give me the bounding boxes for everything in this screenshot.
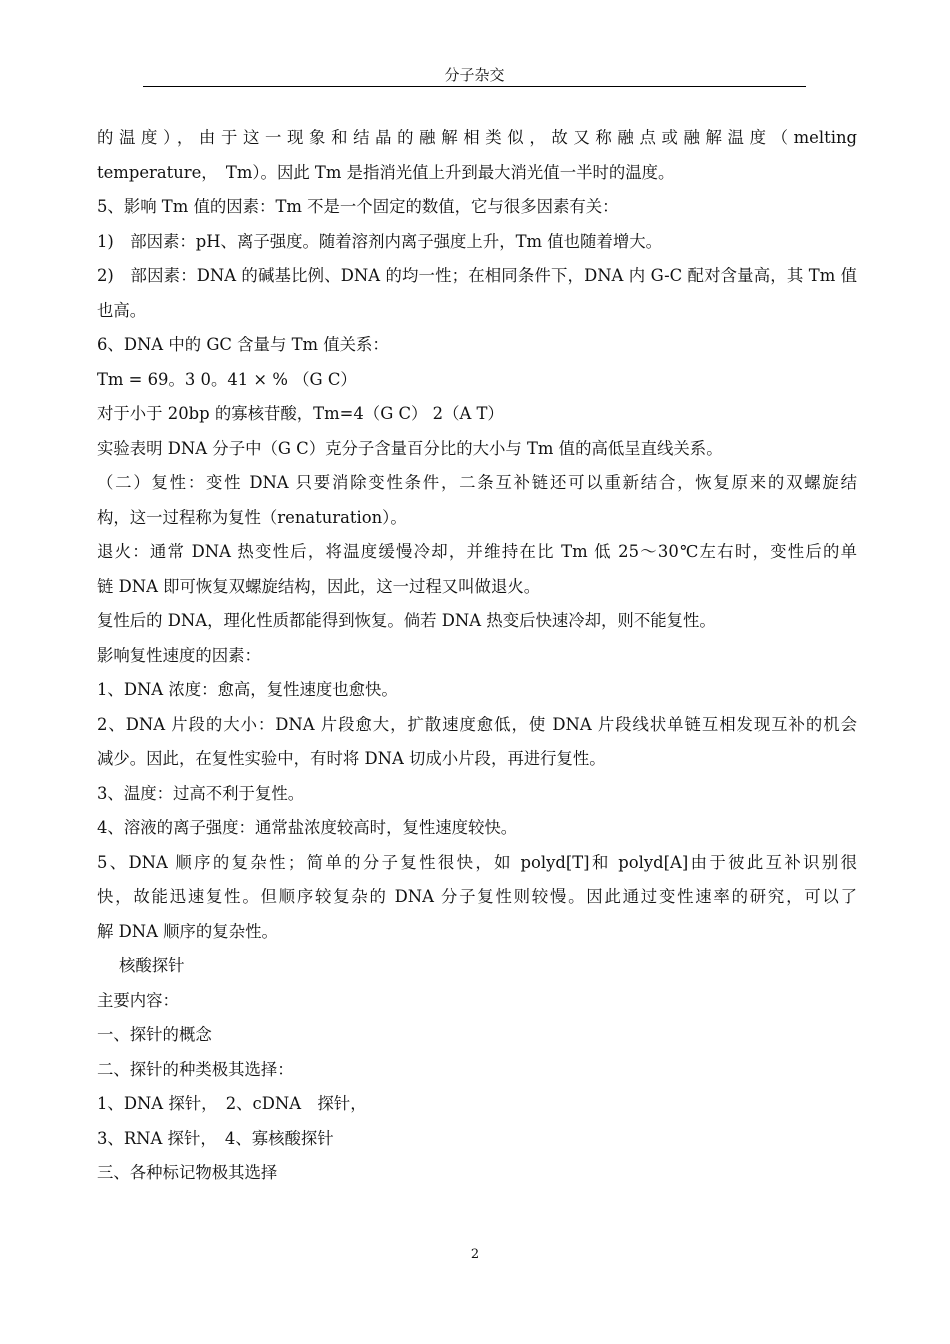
text-line: 快，故能迅速复性。但顺序较复杂的 DNA 分子复性则较慢。因此通过变性速率的研究，可以了 (97, 887, 857, 906)
text-line: 6、DNA 中的 GC 含量与 Tm 值关系： (97, 335, 389, 354)
document-body (97, 121, 857, 1191)
page-number: 2 (470, 1247, 480, 1262)
text-line: Tm = 69。3 0。41 × % （G C） (97, 369, 357, 389)
text-line: 2) 部因素：DNA 的碱基比例、DNA 的均一性；在相同条件下，DNA 内 G-C 配对含量高，其 Tm 值 (97, 266, 857, 285)
text-line: 主要内容： (97, 990, 179, 1010)
section-heading: 核酸探针 (119, 956, 185, 975)
text-line: 1、DNA 探针， 2、cDNA 探针， (97, 1094, 367, 1113)
text-line: 1) 部因素：pH、离子强度。随着溶剂内离子强度上升，Tm 值也随着增大。 (97, 231, 663, 251)
header-divider (143, 86, 806, 87)
text-line: 对于小于 20bp 的寡核苷酸，Tm=4（G C） 2（A T） (97, 404, 504, 423)
text-line: 影响复性速度的因素： (97, 645, 261, 665)
text-line: 三、各种标记物极其选择 (97, 1163, 278, 1182)
text-line: 5、影响 Tm 值的因素：Tm 不是一个固定的数值，它与很多因素有关： (97, 197, 619, 216)
text-line: 链 DNA 即可恢复双螺旋结构，因此，这一过程又叫做退火。 (97, 576, 541, 596)
page-header-title: 分子杂交 (444, 66, 505, 84)
text-line: 二、探针的种类极其选择： (97, 1059, 294, 1079)
text-line: 4、溶液的离子强度：通常盐浓度较高时，复性速度较快。 (97, 818, 518, 837)
text-line: 一、探针的概念 (97, 1025, 212, 1044)
text-line: 复性后的 DNA，理化性质都能得到恢复。倘若 DNA 热变后快速冷却，则不能复性。 (97, 611, 716, 630)
text-line: 3、RNA 探针， 4、寡核酸探针 (97, 1128, 334, 1148)
text-line: 减少。因此，在复性实验中，有时将 DNA 切成小片段，再进行复性。 (97, 749, 606, 768)
text-line: 实验表明 DNA 分子中（G C）克分子含量百分比的大小与 Tm 值的高低呈直线关系。 (97, 438, 723, 458)
text-line: 的温度），由于这一现象和结晶的融解相类似，故又称融点或融解温度（melting (97, 128, 857, 147)
text-line: 2、DNA 片段的大小：DNA 片段愈大，扩散速度愈低，使 DNA 片段线状单链互相发现互补的机会 (97, 714, 857, 734)
text-line: 构，这一过程称为复性（renaturation）。 (97, 507, 407, 527)
text-line: 3、温度：过高不利于复性。 (97, 783, 305, 803)
text-line: 也高。 (97, 300, 147, 320)
text-line: temperature， Tm）。因此 Tm 是指消光值上升到最大消光值一半时的温度。 (97, 162, 675, 182)
text-line: 1、DNA 浓度：愈高，复性速度也愈快。 (97, 680, 398, 699)
text-line: 解 DNA 顺序的复杂性。 (97, 921, 278, 941)
text-line: 5、DNA 顺序的复杂性；简单的分子复性很快，如 polyd[T]和 polyd[A]由于彼此互补识别很 (97, 852, 857, 872)
text-line: （二）复性：变性 DNA 只要消除变性条件，二条互补链还可以重新结合，恢复原来的双螺旋结 (97, 473, 857, 492)
text-line: 退火：通常 DNA 热变性后，将温度缓慢冷却，并维持在比 Tm 低 25～30℃左右时，变性后的单 (97, 542, 857, 561)
